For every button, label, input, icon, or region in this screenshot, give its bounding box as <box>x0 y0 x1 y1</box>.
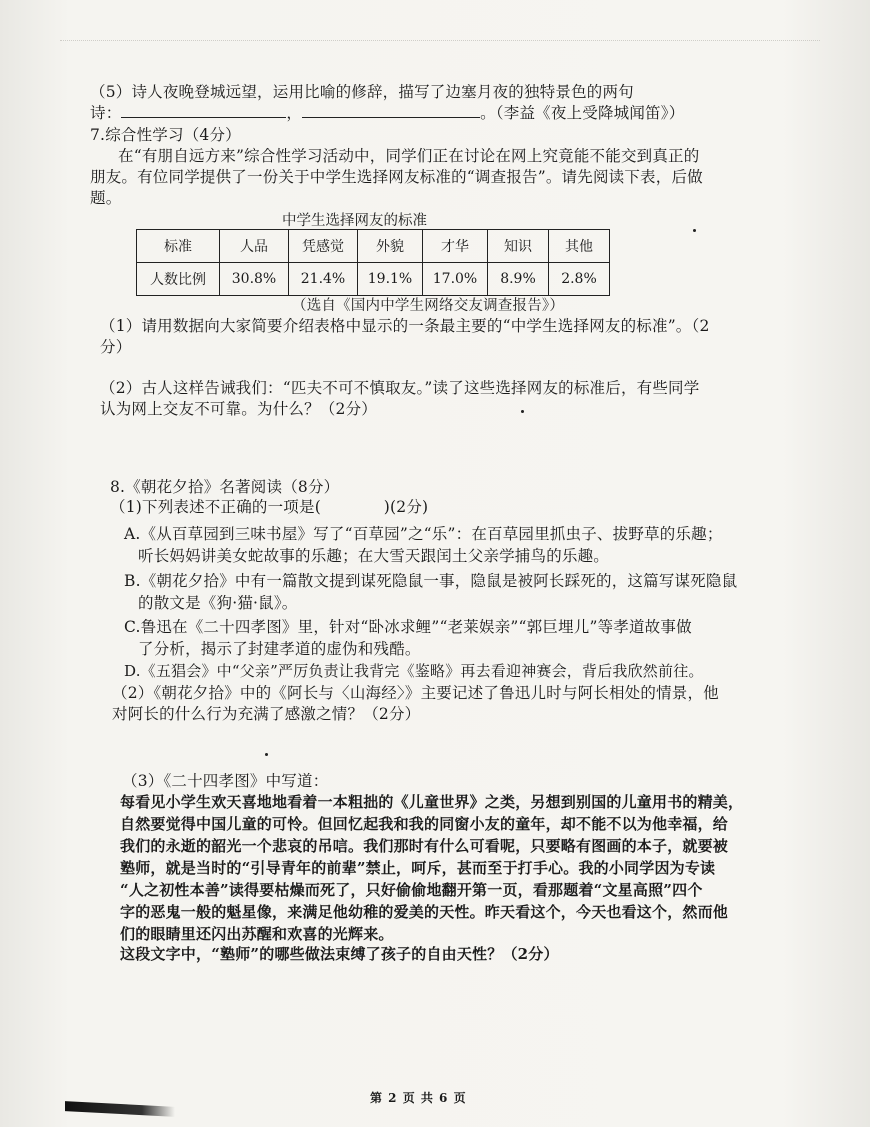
q7-sub2-line2: 认为网上交友不可靠。为什么？（2分） <box>100 400 377 418</box>
q8-sub3-heading: （3）《二十四孝图》中写道： <box>122 772 329 790</box>
table-cell: 外貌 <box>358 230 423 263</box>
table-cell: 17.0% <box>423 263 488 296</box>
q7-heading: 7.综合性学习（4分） <box>90 126 241 144</box>
scan-artifact <box>60 40 820 43</box>
passage-line: 每看见小学生欢天喜地地看着一本粗拙的《儿童世界》之类，另想到别国的儿童用书的精美， <box>120 793 744 811</box>
table-cell: 凭感觉 <box>289 230 358 263</box>
q8-sub3-question: 这段文字中，“塾师”的哪些做法束缚了孩子的自由天性？（2分） <box>120 945 559 963</box>
q8-option-a-line2: 听长妈妈讲美女蛇故事的乐趣；在大雪天跟闰土父亲学捕鸟的乐趣。 <box>138 547 610 565</box>
table-header-row <box>137 230 610 263</box>
table-cell: 标准 <box>137 230 220 263</box>
table-cell: 才华 <box>423 230 488 263</box>
q5-line2 <box>90 103 684 123</box>
table-cell: 人数比例 <box>137 263 220 296</box>
q5-comma: ， <box>286 104 303 122</box>
q8-option-a-line1: A.《从百草园到三味书屋》写了“百草园”之“乐”：在百草园里抓虫子、拔野草的乐趣； <box>124 525 723 543</box>
q8-sub2-line1: （2）《朝花夕拾》中的《阿长与〈山海经〉》主要记述了鲁迅儿时与阿长相处的情景，他 <box>112 684 719 702</box>
q7-intro-line2: 朋友。有位同学提供了一份关于中学生选择网友标准的“调查报告”。请先阅读下表，后做 <box>90 168 703 186</box>
q5-line1: （5）诗人夜晚登城远望，运用比喻的修辞，描写了边塞月夜的独特景色的两句 <box>90 83 634 101</box>
table-cell: 21.4% <box>289 263 358 296</box>
scan-speck <box>693 229 696 232</box>
page-footer: 第 2 页 共 6 页 <box>370 1091 467 1105</box>
passage-line: 塾师，就是当时的“引导青年的前辈”禁止，呵斥，甚而至于打手心。我的小同学因为专读 <box>120 859 716 877</box>
q8-option-b-line2: 的散文是《狗·猫·鼠》。 <box>138 594 298 612</box>
q7-intro-line3: 题。 <box>90 189 122 207</box>
table-row <box>137 263 610 296</box>
table-cell: 知识 <box>488 230 549 263</box>
passage-line: 自然要觉得中国儿童的可怜。但回忆起我和我的同窗小友的童年，却不能不以为他幸福，给 <box>120 815 729 833</box>
q8-option-d: D.《五猖会》中“父亲”严厉负责让我背完《鉴略》再去看迎神赛会，背后我欣然前往。 <box>124 662 704 680</box>
q7-sub1-line1: （1）请用数据向大家简要介绍表格中显示的一条最主要的“中学生选择网友的标准”。（2 <box>100 317 710 335</box>
table-cell: 8.9% <box>488 263 549 296</box>
q8-option-c-line2: 了分析，揭示了封建孝道的虚伪和残酷。 <box>138 640 421 658</box>
passage-line: 我们的永逝的韶光一个悲哀的吊唁。我们那时有什么可看呢，只要略有图画的本子，就要被 <box>120 837 729 855</box>
table-cell: 其他 <box>549 230 610 263</box>
q8-sub2-line2: 对阿长的什么行为充满了感激之情？（2分） <box>112 705 421 723</box>
table-cell: 2.8% <box>549 263 610 296</box>
table-source: （选自《国内中学生网络交友调查报告》） <box>292 298 565 314</box>
q5-prefix: 诗： <box>90 104 122 122</box>
q8-option-c-line1: C.鲁迅在《二十四孝图》里，针对“卧冰求鲤”“老莱娱亲”“郭巨埋儿”等孝道故事做 <box>124 618 692 636</box>
q8-option-b-line1: B.《朝花夕拾》中有一篇散文提到谋死隐鼠一事，隐鼠是被阿长踩死的，这篇写谋死隐鼠 <box>124 572 738 590</box>
q5-blank-2[interactable] <box>302 103 480 118</box>
survey-table-title: 中学生选择网友的标准 <box>282 213 427 229</box>
scan-artifact-bar <box>65 1101 175 1117</box>
passage-line: “人之初性本善”读得要枯燥而死了，只好偷偷地翻开第一页，看那题着“文星高照”四个 <box>120 881 703 899</box>
q8-sub1: （1)下列表述不正确的一项是( )(2分) <box>110 498 429 516</box>
scan-speck <box>521 410 524 413</box>
survey-table <box>136 229 610 296</box>
q5-source: 。（李益《夜上受降城闻笛》） <box>480 104 685 122</box>
q8-heading: 8.《朝花夕拾》名著阅读（8分） <box>110 478 340 496</box>
q7-intro-line1: 在“有朋自远方来”综合性学习活动中，同学们正在讨论在网上究竟能不能交到真正的 <box>118 147 700 165</box>
q7-sub1-line2: 分） <box>100 338 132 356</box>
passage-line: 字的恶鬼一般的魁星像，来满足他幼稚的爱美的天性。昨天看这个，今天也看这个，然而他 <box>120 903 729 921</box>
table-cell: 30.8% <box>220 263 289 296</box>
passage-line: 们的眼睛里还闪出苏醒和欢喜的光辉来。 <box>120 925 394 943</box>
scan-speck <box>265 753 268 756</box>
q5-blank-1[interactable] <box>121 103 286 118</box>
table-cell: 19.1% <box>358 263 423 296</box>
table-cell: 人品 <box>220 230 289 263</box>
q7-sub2-line1: （2）古人这样告诫我们：“匹夫不可不慎取友。”读了这些选择网友的标准后，有些同学 <box>100 379 700 397</box>
